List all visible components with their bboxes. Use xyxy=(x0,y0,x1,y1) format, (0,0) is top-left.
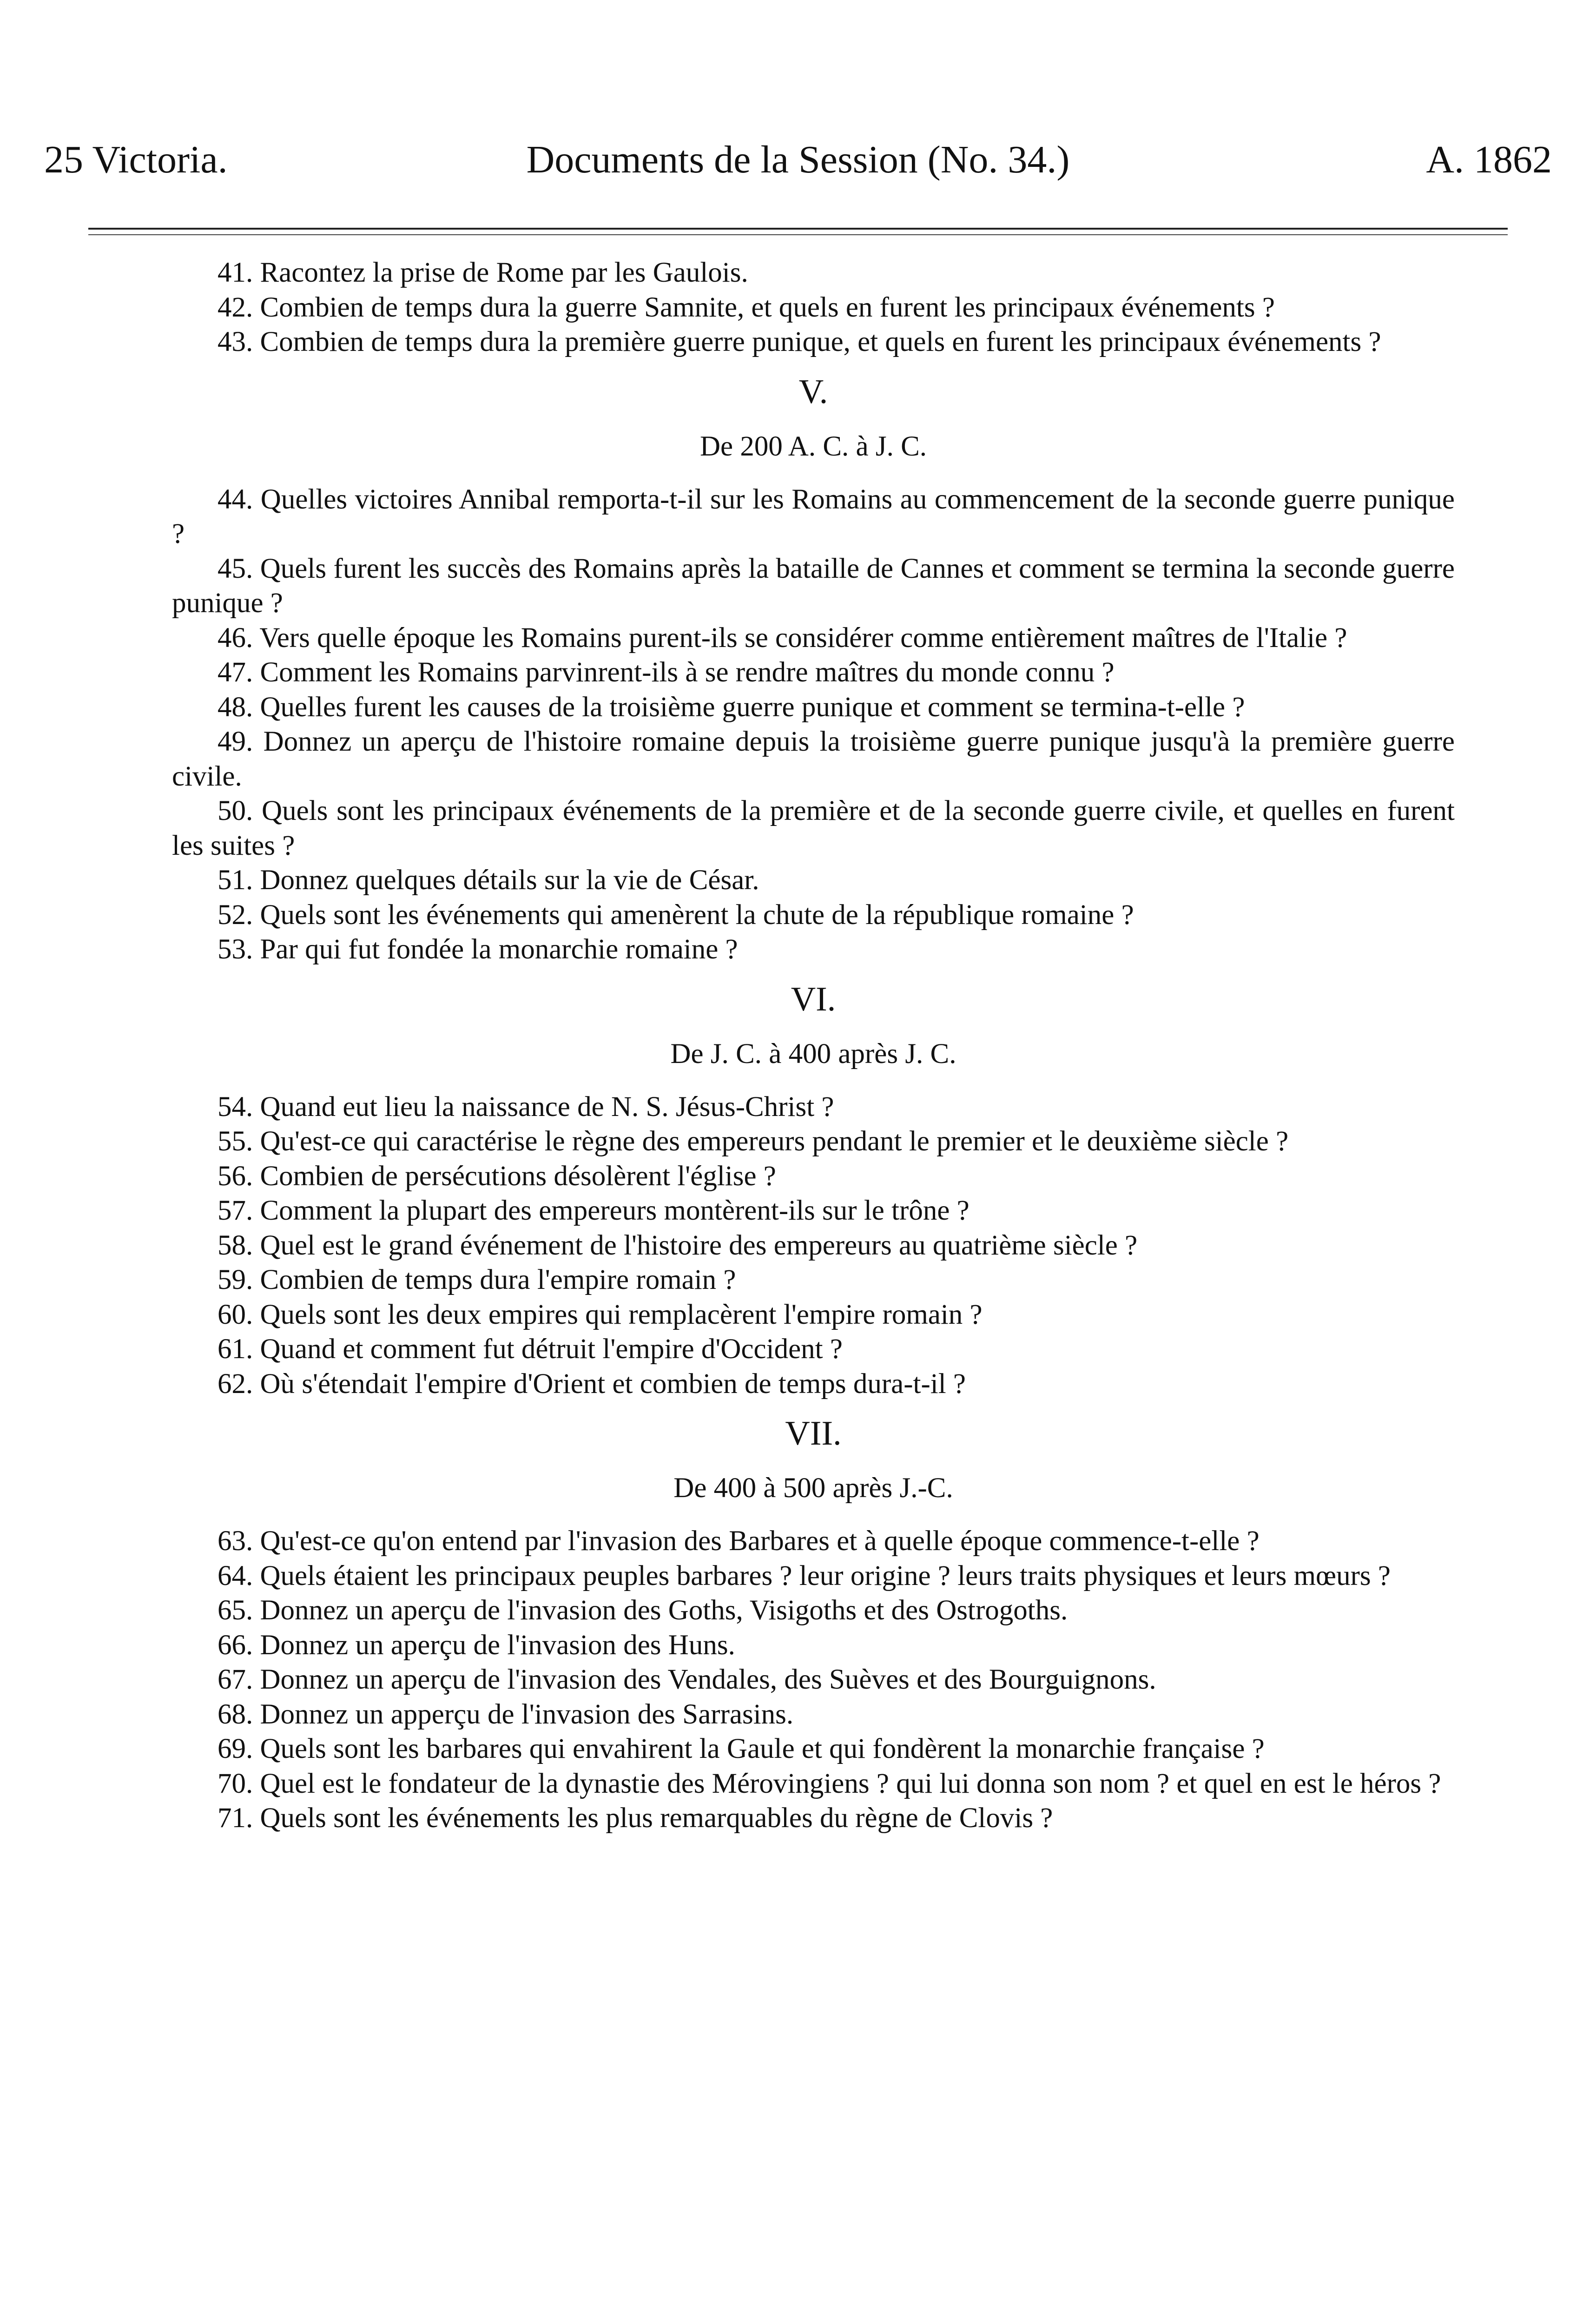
question-number: 71. xyxy=(218,1802,253,1834)
section-title: VII. xyxy=(785,1414,842,1452)
question-item xyxy=(172,725,1455,794)
question-item xyxy=(172,621,1455,656)
question-number: 51. xyxy=(218,865,253,896)
question-number: 64. xyxy=(218,1560,253,1591)
question-text: Quels sont les principaux événements de la première et de la seconde guerre civile, et quelles en furent les suites ? xyxy=(172,795,1455,861)
question-item xyxy=(172,290,1455,325)
question-number: 48. xyxy=(218,691,253,723)
question-list xyxy=(172,256,1455,1836)
question-item xyxy=(172,898,1455,933)
question-item xyxy=(172,863,1455,898)
header-rule-secondary xyxy=(88,234,1508,235)
question-item xyxy=(172,1090,1455,1125)
question-number: 50. xyxy=(218,795,253,826)
section-subtitle: De 400 à 500 après J.-C. xyxy=(673,1472,953,1504)
question-number: 62. xyxy=(218,1368,253,1400)
question-item xyxy=(172,1298,1455,1333)
question-item xyxy=(172,482,1455,552)
question-text: Vers quelle époque les Romains purent-ils se considérer comme entièrement maîtres de l'Italie ? xyxy=(259,622,1347,654)
question-text: Quelles furent les causes de la troisième guerre punique et comment se termina-t-elle ? xyxy=(260,691,1245,723)
question-text: Qu'est-ce qu'on entend par l'invasion des Barbares et à quelle époque commence-t-elle ? xyxy=(260,1525,1260,1557)
question-number: 52. xyxy=(218,899,253,931)
question-number: 41. xyxy=(218,257,253,288)
question-item xyxy=(172,1801,1455,1836)
question-text: Quand eut lieu la naissance de N. S. Jésus-Christ ? xyxy=(260,1091,834,1122)
section-title: V. xyxy=(798,372,828,411)
question-item xyxy=(172,1628,1455,1663)
question-number: 58. xyxy=(218,1229,253,1261)
question-item xyxy=(172,1124,1455,1159)
section-title: VI. xyxy=(791,980,836,1018)
header-title: Documents de la Session (No. 34.) xyxy=(526,138,1070,181)
question-item xyxy=(172,1367,1455,1402)
question-number: 56. xyxy=(218,1160,253,1192)
question-item xyxy=(172,932,1455,967)
question-item xyxy=(172,655,1455,690)
question-number: 67. xyxy=(218,1664,253,1695)
question-text: Donnez un aperçu de l'invasion des Goths, Visigoths et des Ostrogoths. xyxy=(260,1595,1068,1626)
question-number: 54. xyxy=(218,1091,253,1122)
question-text: Quels sont les deux empires qui remplacèrent l'empire romain ? xyxy=(260,1299,983,1330)
question-item xyxy=(172,1593,1455,1628)
question-number: 69. xyxy=(218,1733,253,1764)
question-item xyxy=(172,1697,1455,1732)
question-text: Quelles victoires Annibal remporta-t-il sur les Romains au commencement de la seconde guerre punique ? xyxy=(172,483,1455,549)
question-text: Racontez la prise de Rome par les Gaulois. xyxy=(260,257,748,288)
question-item xyxy=(172,1194,1455,1228)
question-item xyxy=(172,1732,1455,1767)
question-text: Donnez quelques détails sur la vie de César. xyxy=(260,865,759,896)
question-number: 55. xyxy=(218,1126,253,1157)
question-number: 43. xyxy=(218,326,253,357)
question-item xyxy=(172,1228,1455,1263)
question-text: Quel est le grand événement de l'histoire des empereurs au quatrième siècle ? xyxy=(260,1229,1138,1261)
question-number: 70. xyxy=(218,1768,253,1799)
question-number: 65. xyxy=(218,1595,253,1626)
question-number: 45. xyxy=(218,553,253,584)
header-year: A. 1862 xyxy=(1426,138,1552,181)
question-item xyxy=(172,1263,1455,1298)
question-number: 59. xyxy=(218,1264,253,1295)
question-number: 47. xyxy=(218,657,253,688)
question-text: Quels sont les événements les plus remarquables du règne de Clovis ? xyxy=(260,1802,1053,1834)
question-number: 42. xyxy=(218,291,253,323)
question-number: 57. xyxy=(218,1195,253,1226)
question-text: Donnez un aperçu de l'invasion des Huns. xyxy=(260,1629,735,1661)
page-header xyxy=(44,137,1552,193)
question-text: Comment la plupart des empereurs montèrent-ils sur le trône ? xyxy=(260,1195,969,1226)
question-item xyxy=(172,690,1455,725)
header-volume: 25 Victoria. xyxy=(44,138,228,181)
question-item xyxy=(172,325,1455,360)
question-text: Quel est le fondateur de la dynastie des Mérovingiens ? qui lui donna son nom ? et quel en est le héros ? xyxy=(260,1768,1441,1799)
question-number: 61. xyxy=(218,1334,253,1365)
question-text: Quand et comment fut détruit l'empire d'Occident ? xyxy=(260,1334,843,1365)
question-text: Combien de persécutions désolèrent l'église ? xyxy=(260,1160,776,1192)
question-text: Donnez un aperçu de l'histoire romaine depuis la troisième guerre punique jusqu'à la première guerre civile. xyxy=(172,726,1455,792)
question-text: Quels furent les succès des Romains après la bataille de Cannes et comment se termina la seconde guerre punique ? xyxy=(172,553,1455,619)
question-item xyxy=(172,256,1455,290)
question-number: 46. xyxy=(218,622,253,654)
question-number: 66. xyxy=(218,1629,253,1661)
question-number: 68. xyxy=(218,1698,253,1730)
question-text: Où s'étendait l'empire d'Orient et combien de temps dura-t-il ? xyxy=(260,1368,966,1400)
question-number: 63. xyxy=(218,1525,253,1557)
question-text: Quels sont les barbares qui envahirent la Gaule et qui fondèrent la monarchie française ? xyxy=(260,1733,1265,1764)
question-text: Combien de temps dura la première guerre punique, et quels en furent les principaux événements ? xyxy=(260,326,1381,357)
question-number: 49. xyxy=(218,726,253,757)
header-rule xyxy=(88,228,1508,230)
question-text: Quels étaient les principaux peuples barbares ? leur origine ? leurs traits physiques et leurs mœurs ? xyxy=(260,1560,1391,1591)
question-number: 60. xyxy=(218,1299,253,1330)
question-text: Donnez un aperçu de l'invasion des Vendales, des Suèves et des Bourguignons. xyxy=(260,1664,1156,1695)
question-text: Combien de temps dura l'empire romain ? xyxy=(260,1264,736,1295)
question-text: Par qui fut fondée la monarchie romaine ? xyxy=(260,934,738,965)
question-text: Donnez un apperçu de l'invasion des Sarrasins. xyxy=(260,1698,794,1730)
question-text: Comment les Romains parvinrent-ils à se rendre maîtres du monde connu ? xyxy=(260,657,1115,688)
question-number: 44. xyxy=(218,483,253,515)
question-item xyxy=(172,1663,1455,1697)
section-subtitle: De J. C. à 400 après J. C. xyxy=(670,1038,956,1070)
question-item xyxy=(172,1159,1455,1194)
question-item xyxy=(172,794,1455,863)
question-item xyxy=(172,1332,1455,1367)
question-item xyxy=(172,552,1455,621)
question-item xyxy=(172,1767,1455,1802)
question-number: 53. xyxy=(218,934,253,965)
question-item xyxy=(172,1559,1455,1594)
question-text: Quels sont les événements qui amenèrent la chute de la république romaine ? xyxy=(260,899,1134,931)
section-subtitle: De 200 A. C. à J. C. xyxy=(700,430,927,462)
question-text: Combien de temps dura la guerre Samnite, et quels en furent les principaux événements ? xyxy=(260,291,1275,323)
question-text: Qu'est-ce qui caractérise le règne des empereurs pendant le premier et le deuxième siècle ? xyxy=(260,1126,1289,1157)
question-item xyxy=(172,1524,1455,1559)
